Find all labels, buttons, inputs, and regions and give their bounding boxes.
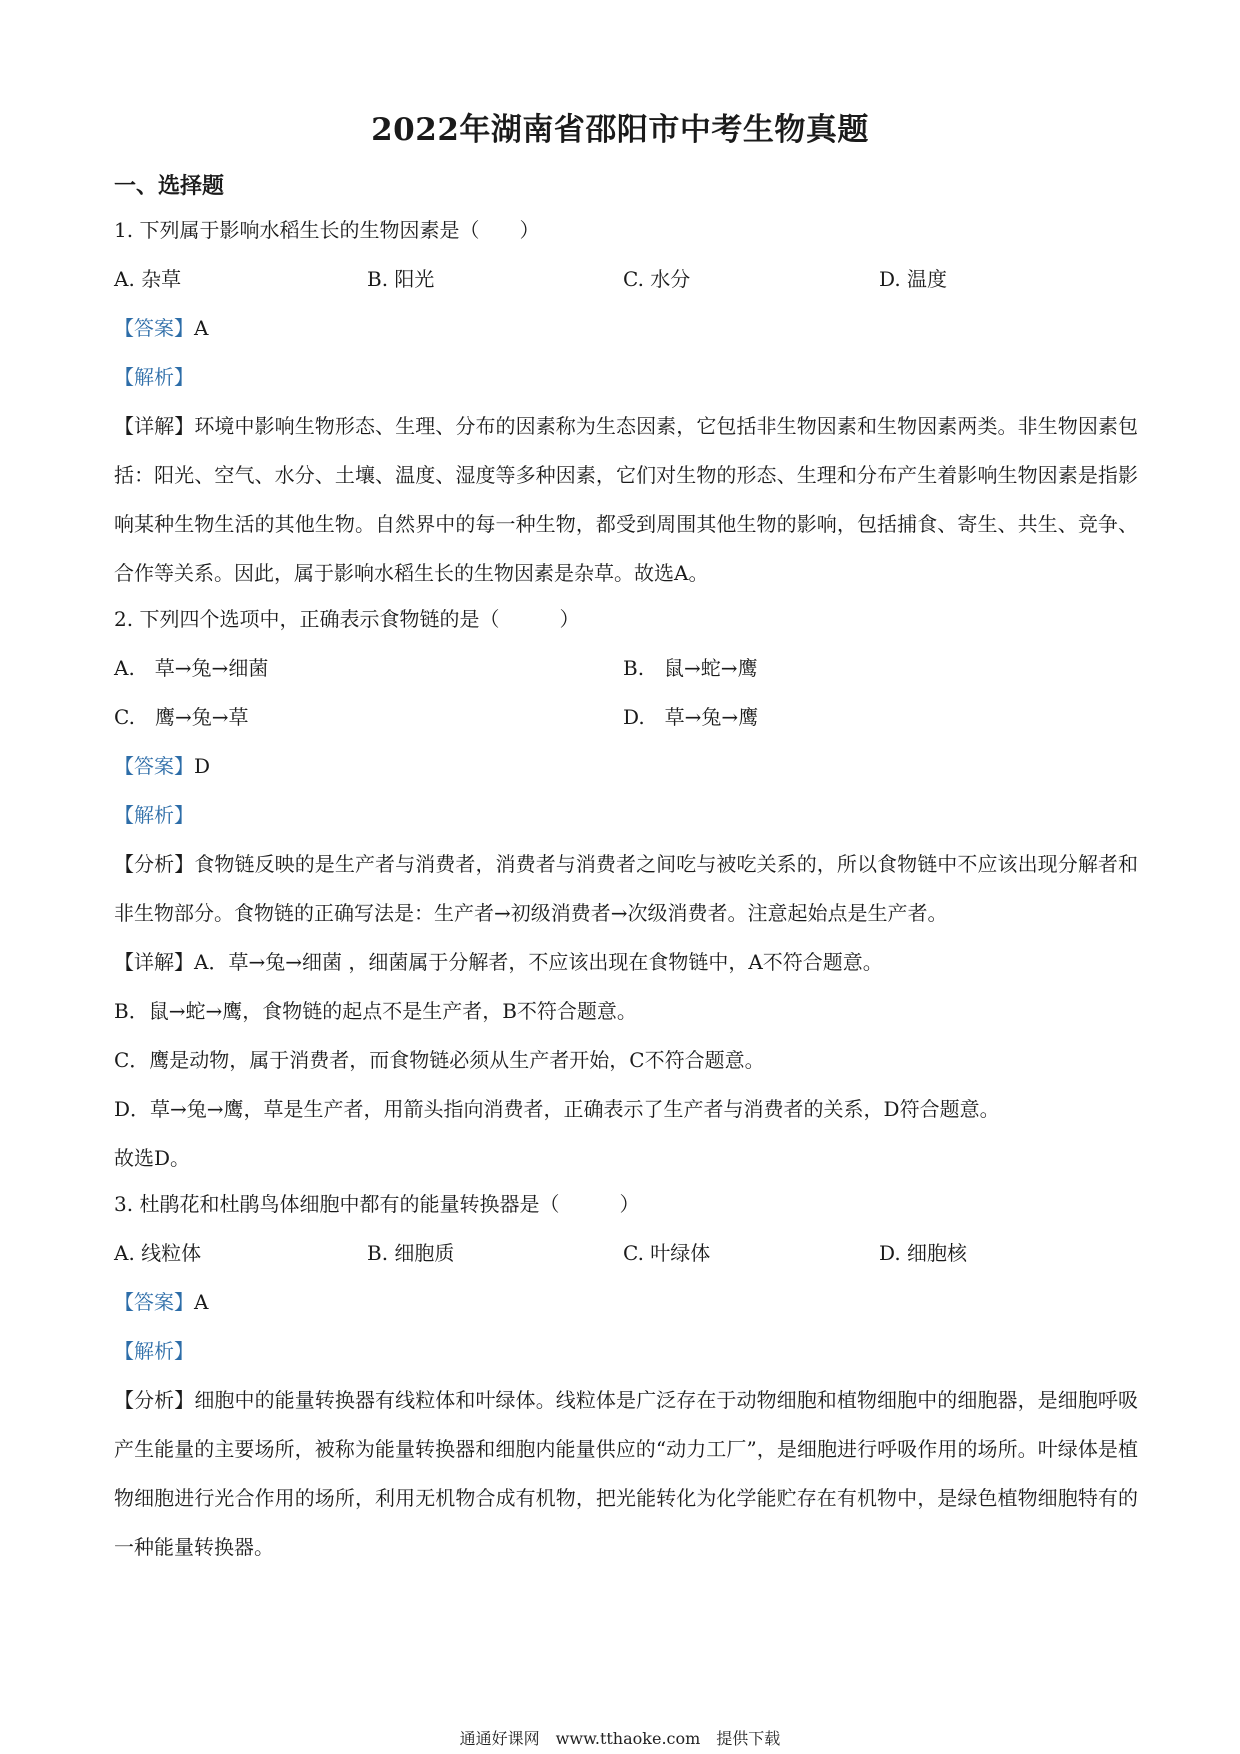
q3-analysis-heading: [114, 1337, 1138, 1365]
q2-option-b: B. 鼠→蛇→鹰: [623, 656, 758, 680]
q3-option-d: D. 细胞核: [879, 1241, 968, 1265]
answer-value: A: [194, 1290, 209, 1314]
q2-option-a: A. 草→兔→细菌: [114, 656, 269, 680]
question-1-stem: 1. 下列属于影响水稻生长的生物因素是（ ）: [114, 218, 540, 242]
fenxi-text: 细胞中的能量转换器有线粒体和叶绿体。线粒体是广泛存在于动物细胞和植物细胞中的细胞器，是细胞呼吸产生能量的主要场所，被称为能量转换器和细胞内能量供应的“动力工厂”，是细胞进行呼吸作用的场所。叶绿体是植物细胞进行光合作用的场所，利用无机物合成有机物，把光能转化为化学能贮存在有机物中，是绿色植物细胞特有的一种能量转换器。: [114, 1388, 1139, 1559]
detail-text: A．草→兔→细菌 ，细菌属于分解者，不应该出现在食物链中，A不符合题意。: [194, 950, 883, 974]
detail-tag: 【详解】: [114, 414, 195, 438]
page-title: 2022年湖南省邵阳市中考生物真题: [371, 112, 869, 148]
fenxi-tag: 【分析】: [114, 852, 195, 876]
q2-detail-d: D．草→兔→鹰，草是生产者，用箭头指向消费者，正确表示了生产者与消费者的关系，D符合题意。: [114, 1097, 1000, 1121]
analysis-tag: 【解析】: [114, 803, 194, 827]
document-body: [114, 216, 1138, 1572]
question-2-stem: 2. 下列四个选项中，正确表示食物链的是（ ）: [114, 607, 580, 631]
answer-value: D: [194, 754, 211, 778]
question-3-options: [114, 1239, 1138, 1267]
q3-option-a: A. 线粒体: [114, 1241, 202, 1265]
q2-option-d: D. 草→兔→鹰: [623, 705, 759, 729]
q2-detail-c: C．鹰是动物，属于消费者，而食物链必须从生产者开始，C不符合题意。: [114, 1048, 765, 1072]
q1-option-b: B. 阳光: [367, 267, 435, 291]
q3-answer: [114, 1288, 1138, 1316]
q3-fenxi: [114, 1376, 1138, 1572]
answer-tag: 【答案】: [114, 754, 194, 778]
analysis-tag: 【解析】: [114, 365, 194, 389]
q2-conclusion: 故选D。: [114, 1146, 191, 1170]
question-2-options-row2: [114, 703, 1138, 731]
q2-answer: [114, 752, 1138, 780]
q3-option-b: B. 细胞质: [367, 1241, 455, 1265]
q1-analysis-heading: [114, 363, 1138, 391]
section-heading: 一、选择题: [114, 173, 225, 199]
question-1-options: [114, 265, 1138, 293]
q1-answer: [114, 314, 1138, 342]
q2-detail-b: B．鼠→蛇→鹰，食物链的起点不是生产者，B不符合题意。: [114, 999, 637, 1023]
q1-option-d: D. 温度: [879, 267, 948, 291]
q1-option-c: C. 水分: [623, 267, 691, 291]
q1-detail: [114, 402, 1138, 598]
q2-detail-a: [114, 938, 1138, 987]
answer-tag: 【答案】: [114, 1290, 194, 1314]
question-2-options-row1: [114, 654, 1138, 682]
answer-value: A: [194, 316, 209, 340]
q2-analysis-heading: [114, 801, 1138, 829]
detail-text: 环境中影响生物形态、生理、分布的因素称为生态因素，它包括非生物因素和生物因素两类。非生物因素包括：阳光、空气、水分、土壤、温度、湿度等多种因素，它们对生物的形态、生理和分布产生着影响生物因素是指影响某种生物生活的其他生物。自然界中的每一种生物，都受到周围其他生物的影响，包括捕食、寄生、共生、竞争、合作等关系。因此，属于影响水稻生长的生物因素是杂草。故选A。: [114, 414, 1139, 585]
page-footer: 通通好课网 www.tthaoke.com 提供下载: [459, 1729, 781, 1748]
question-3-stem: 3. 杜鹃花和杜鹃鸟体细胞中都有的能量转换器是（ ）: [114, 1192, 640, 1216]
q2-fenxi: [114, 840, 1138, 938]
fenxi-tag: 【分析】: [114, 1388, 195, 1412]
answer-tag: 【答案】: [114, 316, 194, 340]
fenxi-text: 食物链反映的是生产者与消费者，消费者与消费者之间吃与被吃关系的，所以食物链中不应该出现分解者和非生物部分。食物链的正确写法是：生产者→初级消费者→次级消费者。注意起始点是生产者。: [114, 852, 1139, 925]
q2-option-c: C. 鹰→兔→草: [114, 705, 249, 729]
q1-option-a: A. 杂草: [114, 267, 182, 291]
analysis-tag: 【解析】: [114, 1339, 194, 1363]
q3-option-c: C. 叶绿体: [623, 1241, 711, 1265]
detail-tag: 【详解】: [114, 950, 194, 974]
